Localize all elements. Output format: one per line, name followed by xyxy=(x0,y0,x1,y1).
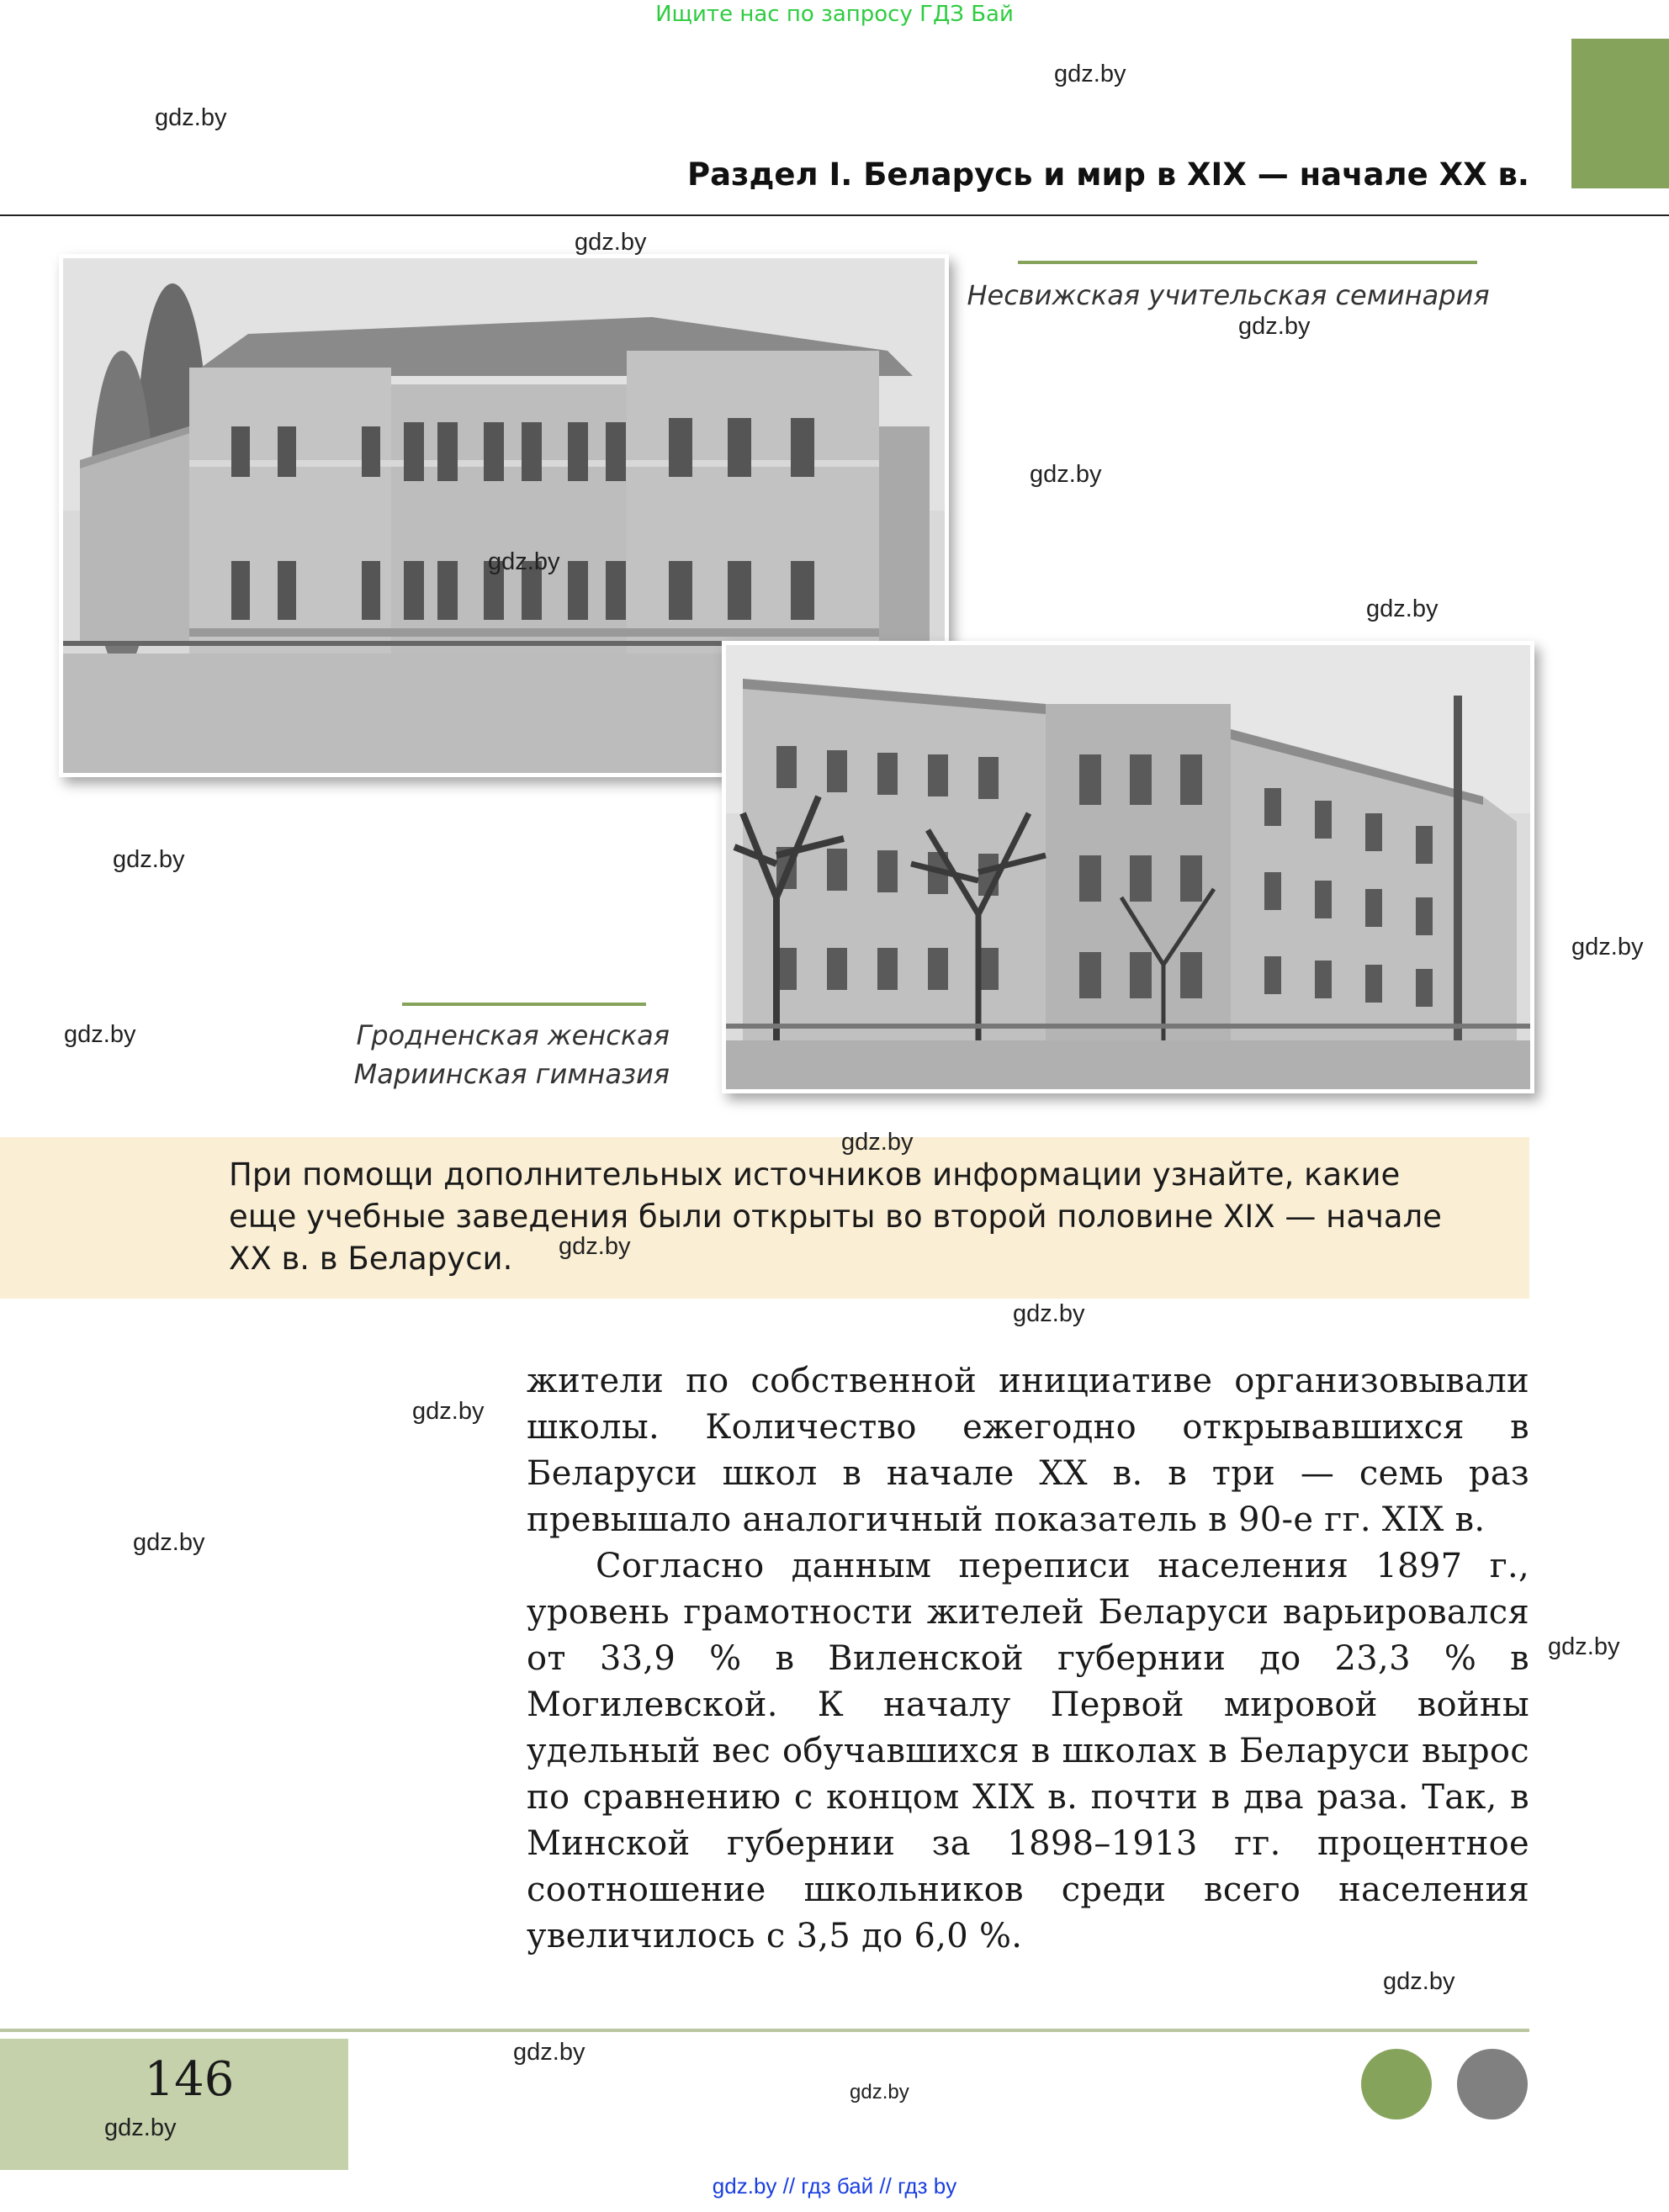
paragraph: Согласно данным переписи населения 1897 г., уровень грамотности жителей Беларуси варьировался от 33,9 % в Виленской губернии до 23,3 % в Могилевской. К началу Первой мировой войны удельный вес обучавшихся в школах в Беларуси вырос по сравнению с концом XIX в. почти в два раза. Так, в Минской губернии за 1898–1913 гг. процентное соотношение школьников среди всего населения увеличилось с 3,5 до 6,0 %. xyxy=(527,1547,1529,1955)
watermark: gdz.by xyxy=(113,846,185,873)
watermark: gdz.by xyxy=(850,2081,909,2104)
task-text: При помощи дополнительных источников информации узнайте, какие еще учебные заведения были открыты во второй половине XIX — начале XX в. в Беларуси. xyxy=(229,1156,1442,1277)
watermark: gdz.by xyxy=(1013,1300,1085,1327)
caption-grodno-gymnasium-line1: Гродненская женская xyxy=(356,1019,670,1051)
watermark: gdz.by xyxy=(559,1233,631,1260)
watermark: gdz.by xyxy=(1383,1968,1455,1995)
section-color-tab xyxy=(1571,39,1669,188)
watermark: gdz.by xyxy=(1238,313,1311,340)
paragraph: жители по собственной инициативе организовывали школы. Количество ежегодно открывавшихся в Беларуси школ в начале XX в. в три — семь раз превышало аналогичный показатель в 90-е гг. XIX в. xyxy=(527,1362,1529,1539)
body-text xyxy=(527,1358,1529,1960)
photo-grodno-gymnasium xyxy=(722,641,1534,1093)
watermark: gdz.by xyxy=(488,548,560,575)
watermark: gdz.by xyxy=(1548,1633,1620,1660)
caption-nesvizh-seminary: Несвижская учительская семинария xyxy=(967,279,1490,311)
watermark: gdz.by xyxy=(575,229,647,256)
footer-divider xyxy=(0,2029,1529,2032)
watermark: gdz.by xyxy=(133,1529,205,1556)
watermark: gdz.by xyxy=(1571,934,1644,960)
watermark: gdz.by xyxy=(1366,595,1439,622)
watermark: gdz.by xyxy=(412,1398,485,1425)
caption-rule xyxy=(1018,261,1477,264)
watermark: gdz.by xyxy=(155,104,227,131)
watermark: gdz.by xyxy=(1054,61,1126,87)
top-search-hint[interactable]: Ищите нас по запросу ГДЗ Бай xyxy=(655,2,1014,27)
watermark: gdz.by xyxy=(841,1129,914,1156)
green-circle-icon xyxy=(1361,2049,1432,2119)
caption-rule xyxy=(402,1003,646,1006)
watermark: gdz.by xyxy=(104,2114,177,2141)
building-photo xyxy=(726,645,1530,1089)
watermark: gdz.by xyxy=(64,1021,136,1048)
section-title: Раздел I. Беларусь и мир в XIX — начале XX в. xyxy=(686,156,1529,193)
watermark: gdz.by xyxy=(1030,461,1102,488)
bottom-links[interactable]: gdz.by // гдз бай // гдз by xyxy=(712,2173,957,2199)
header-divider xyxy=(0,214,1669,216)
watermark: gdz.by xyxy=(513,2039,585,2066)
caption-grodno-gymnasium-line2: Мариинская гимназия xyxy=(353,1058,670,1090)
gray-circle-icon xyxy=(1457,2049,1528,2119)
page-number: 146 xyxy=(144,2052,235,2107)
